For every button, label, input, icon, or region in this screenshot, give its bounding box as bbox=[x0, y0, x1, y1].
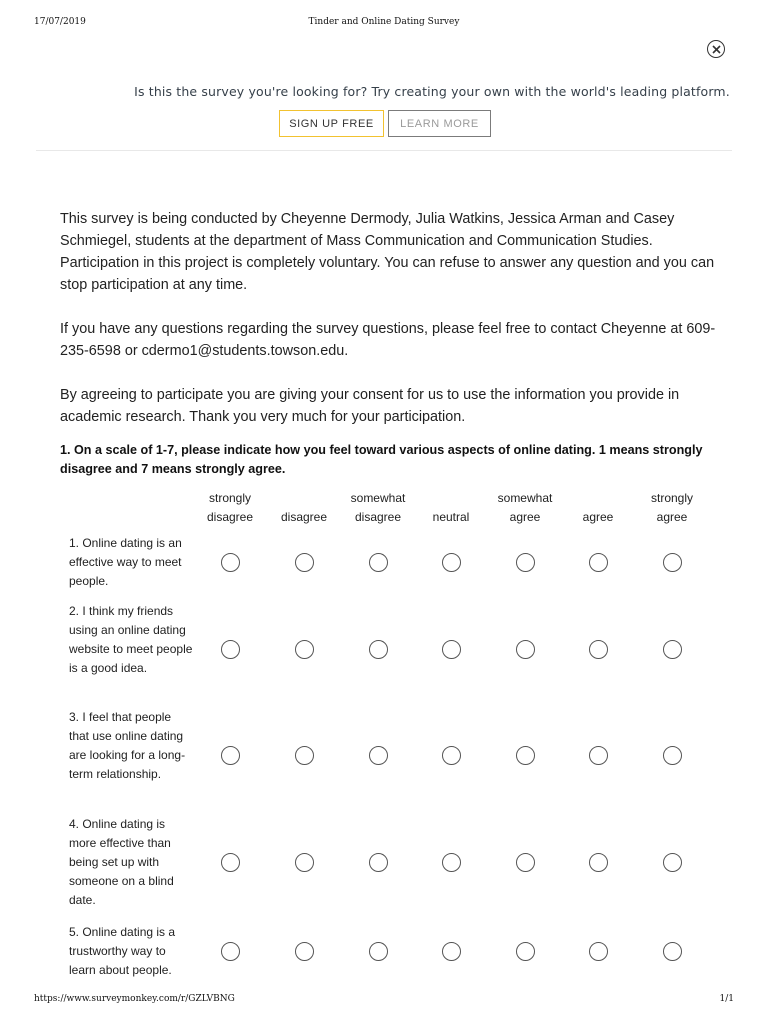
matrix-row bbox=[60, 815, 720, 910]
radio-option[interactable] bbox=[221, 942, 240, 961]
matrix-row bbox=[60, 923, 720, 980]
radio-option[interactable] bbox=[516, 942, 535, 961]
radio-option[interactable] bbox=[442, 853, 461, 872]
radio-option[interactable] bbox=[295, 942, 314, 961]
radio-option[interactable] bbox=[589, 640, 608, 659]
promo-banner bbox=[0, 83, 768, 101]
radio-option[interactable] bbox=[516, 640, 535, 659]
column-header: disagree bbox=[280, 510, 328, 524]
column-header: strongly agree bbox=[650, 491, 694, 524]
radio-option[interactable] bbox=[295, 853, 314, 872]
print-footer bbox=[34, 994, 734, 1004]
column-header: somewhat disagree bbox=[350, 491, 406, 524]
radio-option[interactable] bbox=[442, 942, 461, 961]
promo-text: Is this the survey you're looking for? Try creating your own with the world's leading platform. bbox=[134, 84, 730, 99]
print-title: Tinder and Online Dating Survey bbox=[308, 17, 460, 27]
radio-option[interactable] bbox=[589, 746, 608, 765]
radio-option[interactable] bbox=[295, 640, 314, 659]
divider bbox=[36, 150, 732, 151]
row-label: 4. Online dating is more effective than being set up with someone on a blind date. bbox=[69, 817, 174, 907]
row-label: 1. Online dating is an effective way to meet people. bbox=[69, 536, 182, 588]
radio-option[interactable] bbox=[516, 553, 535, 572]
column-header: neutral bbox=[432, 510, 470, 524]
print-url: https://www.surveymonkey.com/r/GZLVBNG bbox=[34, 994, 235, 1004]
radio-option[interactable] bbox=[369, 640, 388, 659]
promo-buttons bbox=[279, 110, 491, 137]
radio-option[interactable] bbox=[221, 853, 240, 872]
print-page-number: 1/1 bbox=[719, 994, 734, 1004]
print-date: 17/07/2019 bbox=[34, 17, 86, 27]
radio-option[interactable] bbox=[221, 640, 240, 659]
survey-intro bbox=[60, 208, 720, 450]
radio-option[interactable] bbox=[589, 942, 608, 961]
radio-option[interactable] bbox=[442, 553, 461, 572]
radio-option[interactable] bbox=[442, 640, 461, 659]
column-header: agree bbox=[582, 510, 614, 524]
question-title: 1. On a scale of 1-7, please indicate how you feel toward various aspects of online dating. 1 means strongly disagree and 7 means strongly agree. bbox=[60, 443, 703, 476]
radio-option[interactable] bbox=[369, 746, 388, 765]
radio-option[interactable] bbox=[369, 942, 388, 961]
sign-up-free-button[interactable]: SIGN UP FREE bbox=[279, 110, 384, 137]
matrix-row bbox=[60, 534, 720, 591]
radio-option[interactable] bbox=[589, 853, 608, 872]
row-label: 3. I feel that people that use online dating are looking for a long-term relationship. bbox=[69, 710, 186, 781]
row-label: 5. Online dating is a trustworthy way to learn about people. bbox=[69, 925, 176, 977]
matrix-row bbox=[60, 708, 720, 803]
intro-paragraph-2: If you have any questions regarding the survey questions, please feel free to contact Cheyenne at 609-235-6598 or cdermo1@students.towson.edu. bbox=[60, 321, 716, 359]
radio-option[interactable] bbox=[369, 853, 388, 872]
radio-option[interactable] bbox=[221, 746, 240, 765]
radio-option[interactable] bbox=[516, 746, 535, 765]
radio-option[interactable] bbox=[369, 553, 388, 572]
learn-more-button[interactable]: LEARN MORE bbox=[388, 110, 491, 137]
column-header: somewhat agree bbox=[497, 491, 553, 524]
row-label: 2. I think my friends using an online dating website to meet people is a good idea. bbox=[69, 604, 193, 675]
radio-option[interactable] bbox=[295, 553, 314, 572]
radio-option[interactable] bbox=[295, 746, 314, 765]
radio-option[interactable] bbox=[516, 853, 535, 872]
radio-option[interactable] bbox=[221, 553, 240, 572]
radio-option[interactable] bbox=[663, 853, 682, 872]
intro-paragraph-1: This survey is being conducted by Cheyenne Dermody, Julia Watkins, Jessica Arman and Casey Schmiegel, students at the department of Mass Communication and Communication Studies. Participation in this project is completely voluntary. You can refuse to answer any question and you can stop participation at any time. bbox=[60, 211, 715, 293]
intro-paragraph-3: By agreeing to participate you are giving your consent for us to use the information you provide in academic research. Thank you very much for your participation. bbox=[60, 387, 680, 425]
radio-option[interactable] bbox=[663, 640, 682, 659]
matrix-row bbox=[60, 602, 720, 697]
column-header: strongly disagree bbox=[206, 491, 254, 524]
radio-option[interactable] bbox=[663, 746, 682, 765]
close-icon[interactable] bbox=[707, 40, 725, 58]
radio-option[interactable] bbox=[663, 942, 682, 961]
radio-option[interactable] bbox=[589, 553, 608, 572]
print-header bbox=[34, 17, 734, 27]
radio-option[interactable] bbox=[442, 746, 461, 765]
radio-option[interactable] bbox=[663, 553, 682, 572]
